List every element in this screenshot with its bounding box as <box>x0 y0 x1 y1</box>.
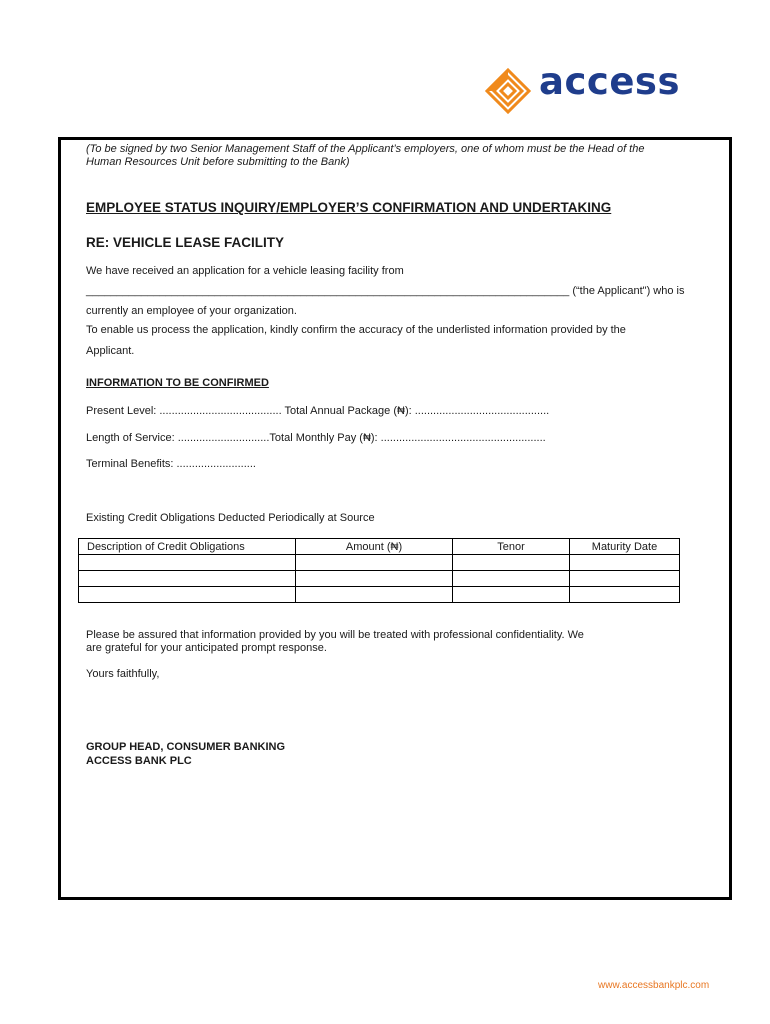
table-cell[interactable] <box>296 571 453 587</box>
body-paragraph-3: currently an employee of your organization. <box>86 305 297 317</box>
signatory-title: GROUP HEAD, CONSUMER BANKING <box>86 741 286 753</box>
credit-caption: Existing Credit Obligations Deducted Periodically at Source <box>86 512 375 524</box>
table-cell[interactable] <box>453 555 570 571</box>
instruction-line-1: (To be signed by two Senior Management Staff of the Applicant’s employers, one of whom must be the Head of the <box>86 143 645 155</box>
table-cell[interactable] <box>79 555 296 571</box>
terminal-benefits-field[interactable]: Terminal Benefits: .......................... <box>86 458 256 470</box>
table-cell[interactable] <box>79 587 296 603</box>
credit-obligations-table <box>78 538 680 603</box>
website-link[interactable]: www.accessbankplc.com <box>598 980 710 991</box>
table-row <box>79 555 680 571</box>
closing-line-2: are grateful for your anticipated prompt response. <box>86 642 327 654</box>
table-row <box>79 587 680 603</box>
column-header: Maturity Date <box>570 539 680 555</box>
closing-line-1: Please be assured that information provided by you will be treated with professional confidentiality. We <box>86 629 584 641</box>
table-cell[interactable] <box>570 587 680 603</box>
instruction-line-2: Human Resources Unit before submitting to the Bank) <box>86 156 350 168</box>
confirm-heading: INFORMATION TO BE CONFIRMED <box>86 377 269 389</box>
length-of-service-field[interactable]: Length of Service: ..............................Total Monthly Pay (₦): ...................................................... <box>86 432 546 444</box>
body-paragraph-4: To enable us process the application, kindly confirm the accuracy of the underlisted information provided by the <box>86 324 626 336</box>
present-level-field[interactable]: Present Level: ........................................ Total Annual Package (₦): ............................................ <box>86 405 550 417</box>
table-cell[interactable] <box>79 571 296 587</box>
access-logo <box>485 60 685 118</box>
applicant-name-line[interactable]: _______________________________________________________________________________ (“the Applicant") who is <box>86 285 685 297</box>
table-cell[interactable] <box>570 555 680 571</box>
document-title: EMPLOYEE STATUS INQUIRY/EMPLOYER’S CONFIRMATION AND UNDERTAKING <box>86 200 612 215</box>
yours-faithfully: Yours faithfully, <box>86 668 160 680</box>
table-cell[interactable] <box>296 587 453 603</box>
table-cell[interactable] <box>570 571 680 587</box>
document-subtitle: RE: VEHICLE LEASE FACILITY <box>86 235 285 250</box>
table-row <box>79 571 680 587</box>
table-cell[interactable] <box>296 555 453 571</box>
column-header: Tenor <box>453 539 570 555</box>
column-header: Description of Credit Obligations <box>79 539 296 555</box>
access-diamond-icon <box>485 68 531 114</box>
table-header-row <box>79 539 680 555</box>
logo-wordmark: access <box>539 60 680 103</box>
body-paragraph-1: We have received an application for a vehicle leasing facility from <box>86 265 404 277</box>
table-cell[interactable] <box>453 587 570 603</box>
table-cell[interactable] <box>453 571 570 587</box>
signatory-organization: ACCESS BANK PLC <box>86 755 192 767</box>
column-header: Amount (₦) <box>296 539 453 555</box>
body-paragraph-5: Applicant. <box>86 345 135 357</box>
